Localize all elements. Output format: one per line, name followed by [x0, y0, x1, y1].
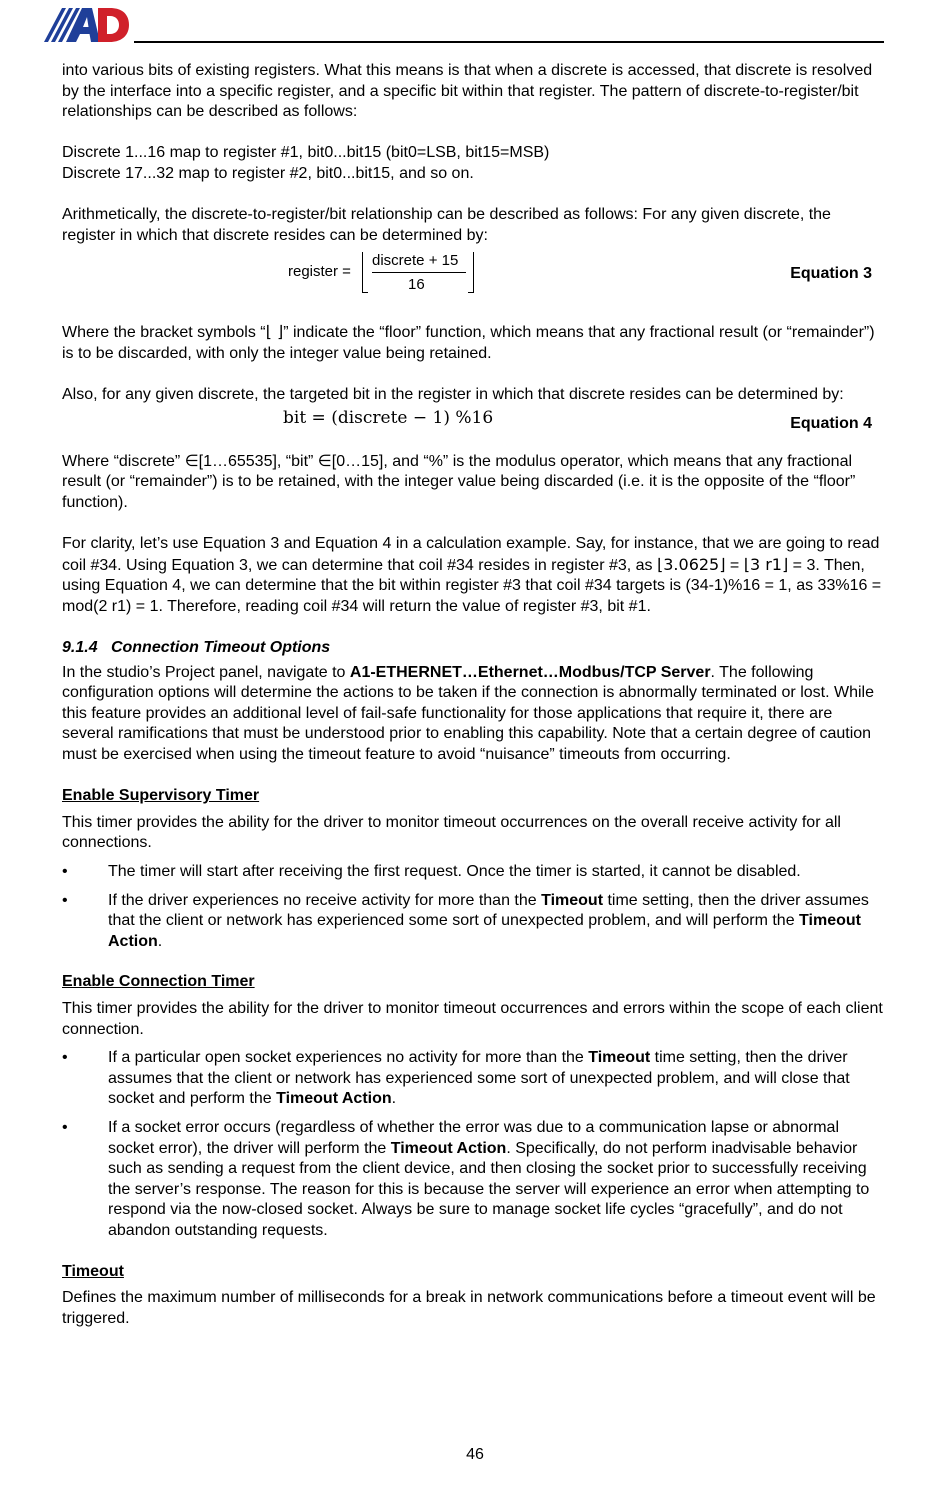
- section-heading: [62, 638, 886, 659]
- connection-timer-heading: Enable Connection Timer: [62, 973, 255, 991]
- bit-paragraph: Also, for any given discrete, the targeted bit in the register in which that discrete resides can be determined by:: [62, 386, 844, 404]
- equation-4-label: Equation 4: [790, 414, 872, 432]
- navigation-path: A1-ETHERNET…Ethernet…Modbus/TCP Server: [349, 663, 711, 681]
- arithmetic-paragraph: Arithmetically, the discrete-to-register/bit relationship can be described as follows: For any given discrete, the register in which that discrete resides can be determined by:: [62, 206, 831, 244]
- equation-3-denominator: 16: [408, 276, 425, 294]
- connection-timer-text: This timer provides the ability for the driver to monitor timeout occurrences and errors within the scope of each client connection.: [62, 999, 883, 1038]
- equation-3-label: Equation 3: [790, 265, 872, 283]
- floor-value-1: ⌊3.0625⌋: [657, 554, 726, 574]
- mapping-line-2: Discrete 17...32 map to register #2, bit0...bit15, and so on.: [62, 164, 474, 182]
- fraction-bar: [372, 272, 466, 273]
- navigation-paragraph: In the studio’s Project panel, navigate to A1-ETHERNET…Ethernet…Modbus/TCP Server. The following configuration options will determine the actions to be taken if the connection is abnormally terminated or lost. While this feature provides an additional level of fail-safe functionality for those applications that require it, there are several ramifications that must be understood prior to enabling this capability. Note that a certain degree of caution must be exercised when using the timeout feature to avoid “nuisance” timeouts from occurring.: [62, 663, 874, 764]
- timeout-heading: Timeout: [62, 1262, 124, 1280]
- logo-letter-d: [98, 8, 129, 42]
- equation-3-numerator: discrete + 15: [372, 252, 459, 270]
- equation-3-lhs: register =: [288, 263, 351, 281]
- list-item: • If a particular open socket experiences no activity for more than the Timeout time setting, then the driver assumes that the client or network has experienced some sort of unexpected problem, and will close that socket and perform the Timeout Action.: [62, 1049, 850, 1108]
- supervisory-timer-heading: Enable Supervisory Timer: [62, 787, 260, 805]
- section-number: 9.1.4: [62, 639, 98, 657]
- floor-bracket-left: [362, 252, 368, 293]
- intro-paragraph: into various bits of existing registers. What this means is that when a discrete is accessed, that discrete is resolved by the interface into a specific register, and a specific bit within that register. The pattern of discrete-to-register/bit relationships can be described as follows:: [62, 62, 873, 121]
- mapping-line-1: Discrete 1...16 map to register #1, bit0...bit15 (bit0=LSB, bit15=MSB): [62, 144, 550, 162]
- bullet-icon: •: [62, 1118, 68, 1136]
- bullet-icon: •: [62, 1049, 68, 1067]
- page-number: 46: [466, 1446, 484, 1463]
- bullet-icon: •: [62, 863, 68, 880]
- logo-letter-a: [66, 8, 100, 42]
- list-item: • If the driver experiences no receive activity for more than the Timeout time setting, then the driver assumes that the client or network has experienced some sort of unexpected problem, and will perform the Timeout Action.: [62, 891, 869, 950]
- list-item: • The timer will start after receiving the first request. Once the timer is started, it cannot be disabled.: [62, 862, 886, 883]
- floor-bracket-right: [468, 252, 474, 293]
- equation-4-formula: bit = (discrete − 1) %16: [283, 407, 494, 428]
- supervisory-timer-list: [62, 862, 886, 952]
- equation-3: [62, 250, 886, 312]
- bullet-icon: •: [62, 891, 68, 909]
- modulus-paragraph: Where “discrete” ∈[1…65535], “bit” ∈[0…15], and “%” is the modulus operator, which means that any fractional result (or “remainder”) is to be retained, with the integer value being discarded (i.e. it is the opposite of the “floor” function).: [62, 452, 856, 511]
- equation-3-formula: [288, 250, 488, 306]
- header-rule: [134, 41, 884, 43]
- floor-value-2: ⌊3 r1⌋: [743, 554, 789, 574]
- section-title: Connection Timeout Options: [110, 639, 331, 657]
- floor-symbol: ⌊ ⌋: [265, 322, 284, 342]
- list-item: • If a socket error occurs (regardless of whether the error was due to a communication lapse or abnormal socket error), the driver will perform the Timeout Action. Specifically, do not perform inadvisable behavior such as sending a request from the client device, and then closing the socket prior to successfully receiving the server’s response. The reason for this is because the server will experience an error when attempting to respond via the now-closed socket. Always be sure to manage socket life cycles “gracefully”, and do not abandon outstanding requests.: [62, 1118, 870, 1239]
- mapping-paragraph: [62, 143, 886, 184]
- timeout-text: Defines the maximum number of milliseconds for a break in network communications before a timeout event will be triggered.: [62, 1289, 876, 1327]
- company-logo: [42, 6, 130, 44]
- example-paragraph: For clarity, let’s use Equation 3 and Equation 4 in a calculation example. Say, for instance, that we are going to read coil #34. Using Equation 3, we can determine that coil #34 resides in register #3, as ⌊3.0625⌋ = ⌊3 r1⌋ = 3. Then, using Equation 4, we can determine that the bit within register #3 that coil #34 targets is (34-1)%16 = 1, as 33%16 = mod(2 r1) = 1. Therefore, reading coil #34 will return the value of register #3, bit #1.: [62, 535, 882, 615]
- equation-4: [62, 406, 886, 446]
- page-content: [62, 61, 886, 1329]
- supervisory-timer-text: This timer provides the ability for the driver to monitor timeout occurrences on the overall receive activity for all connections.: [62, 813, 841, 852]
- floor-explanation-paragraph: Where the bracket symbols “⌊ ⌋” indicate the “floor” function, which means that any fractional result (or “remainder”) is to be discarded, with only the integer value being retained.: [62, 322, 875, 362]
- connection-timer-list: [62, 1048, 886, 1241]
